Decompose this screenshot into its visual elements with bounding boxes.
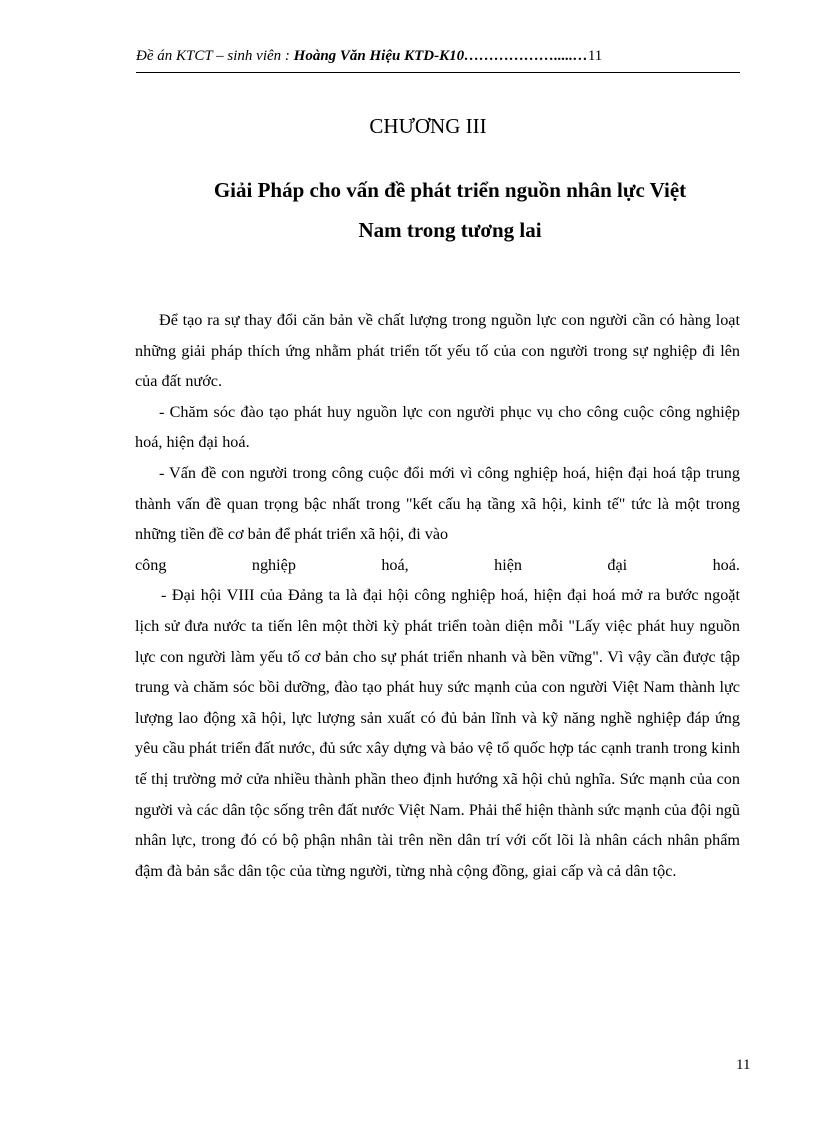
paragraph-point-3: - Đại hội VIII của Đảng ta là đại hội công nghiệp hoá, hiện đại hoá mở ra bước ngoặt lịch sử đưa nước ta tiến lên một thời kỳ phát triển toàn diện mỗi "Lấy việc phát huy nguồn lực con người làm yếu tố cơ bản cho sự phát triển nhanh và bền vững". Vì vậy cần được tập trung và chăm sóc bồi dưỡng, đào tạo phát huy sức mạnh của con người Việt Nam thành lực lượng lao động xã hội, lực lượng sản xuất có đủ bản lĩnh và kỹ năng nghề nghiệp đáp ứng yêu cầu phát triển đất nước, đủ sức xây dựng và bảo vệ tổ quốc hợp tác cạnh tranh trong kinh tế thị trường mở cửa nhiều thành phần theo định hướng xã hội chủ nghĩa. Sức mạnh của con người và các dân tộc sống trên đất nước Việt Nam. Phải thể hiện thành sức mạnh của đội ngũ nhân lực, trong đó có bộ phận nhân tài trên nền dân trí với cốt lõi là nhân cách nhân phẩm đậm đà bản sắc dân tộc của từng người, từng nhà cộng đồng, giai cấp và cả dân tộc. <box>135 586 740 880</box>
section-title-line-2: Nam trong tương lai <box>358 218 542 242</box>
body-text <box>135 305 740 886</box>
spread-word: nghiệp <box>251 555 296 574</box>
section-title-line-1: Giải Pháp cho vấn đề phát triển nguồn nhân lực Việt <box>213 178 687 202</box>
paragraph-intro: Để tạo ra sự thay đổi căn bản về chất lượng trong nguồn lực con người cần có hàng loạt những giải pháp thích ứng nhằm phát triển tốt yếu tố của con người trong sự nghiệp đi lên của đất nước. <box>135 311 740 391</box>
spread-word: hiện <box>494 555 522 574</box>
spread-word: hoá. <box>712 555 740 574</box>
spread-word: hoá, <box>381 555 409 574</box>
spread-word: đại <box>607 555 628 574</box>
spread-word: công <box>135 555 167 574</box>
paragraph-point-2: - Vấn đề con người trong công cuộc đổi mới vì công nghiệp hoá, hiện đại hoá tập trung thành vấn đề quan trọng bậc nhất trong "kết cấu hạ tầng xã hội, kinh tế" tức là một trong những tiền đề cơ bản để phát triển xã hội, đi vào <box>135 463 740 544</box>
section-title <box>150 170 750 250</box>
paragraph-point-1: - Chăm sóc đào tạo phát huy nguồn lực con người phục vụ cho công cuộc công nghiệp hoá, hiện đại hoá. <box>135 402 740 452</box>
running-header <box>136 48 740 73</box>
header-prefix: Đề án KTCT – sinh viên : <box>136 48 294 64</box>
chapter-heading: CHƯƠNG III <box>369 114 487 138</box>
footer-page-number: 11 <box>736 1057 751 1073</box>
header-author: Hoàng Văn Hiệu KTD-K10……………….....… <box>293 48 588 64</box>
header-page-number: 11 <box>587 48 603 64</box>
paragraph-point-2-last-line <box>135 550 740 581</box>
